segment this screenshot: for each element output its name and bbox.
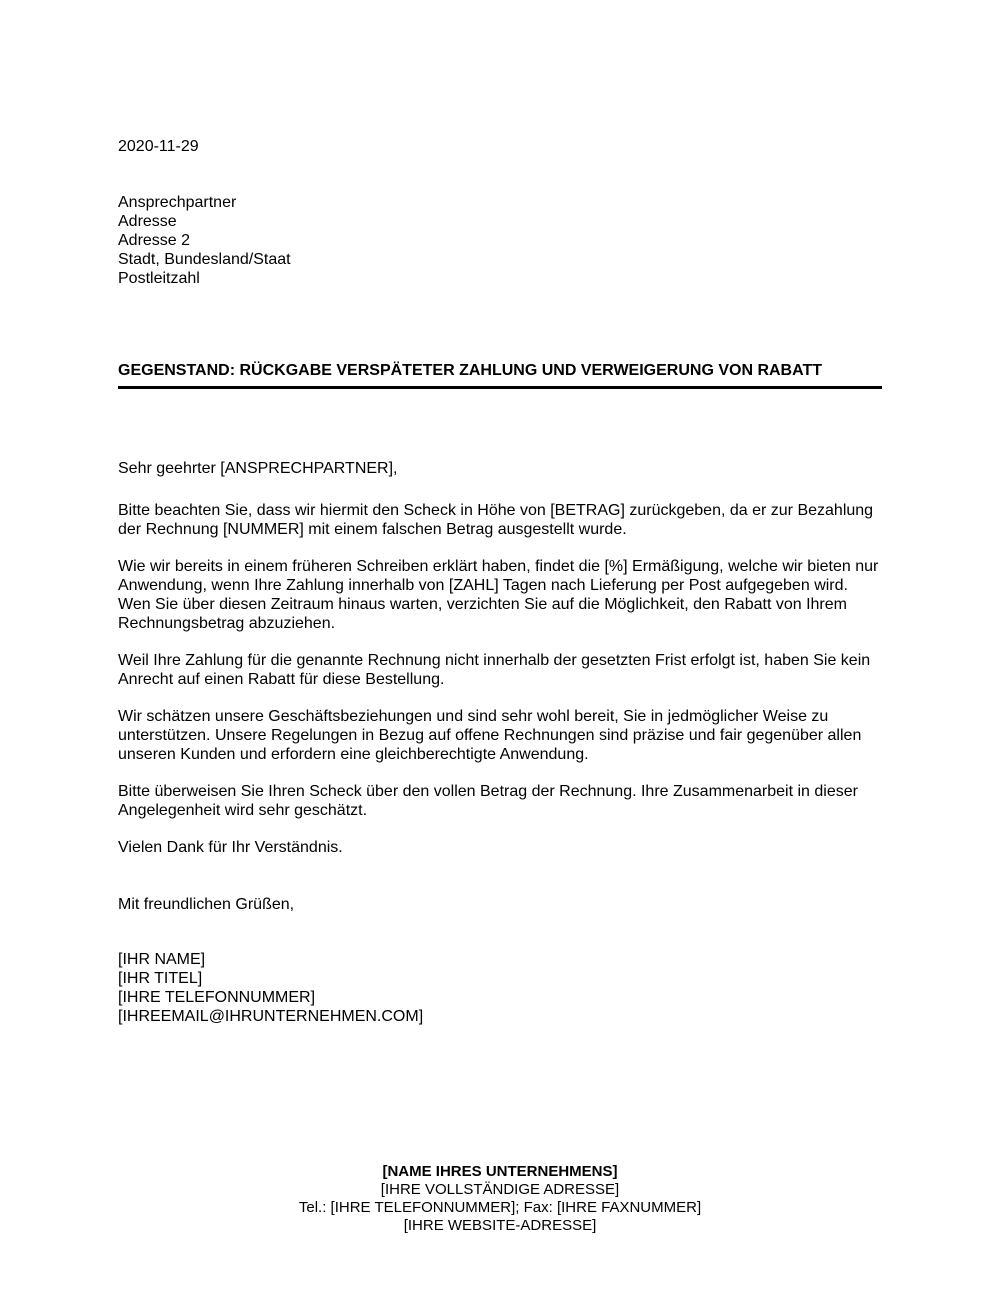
recipient-city-state: Stadt, Bundesland/Staat — [118, 251, 291, 268]
recipient-contact: Ansprechpartner — [118, 194, 237, 211]
body-paragraph: Weil Ihre Zahlung für die genannte Rechnung nicht innerhalb der gesetzten Frist erfolgt ist, haben Sie kein Anrecht auf einen Rabatt für diese Bestellung. — [118, 652, 871, 688]
signature-title: [IHR TITEL] — [118, 970, 203, 987]
subject-divider — [118, 386, 882, 389]
footer-address: [IHRE VOLLSTÄNDIGE ADRESSE] — [380, 1181, 620, 1198]
recipient-block — [118, 193, 291, 288]
signature-email: [IHREEMAIL@IHRUNTERNEHMEN.COM] — [118, 1008, 424, 1025]
footer-website: [IHRE WEBSITE-ADRESSE] — [403, 1217, 597, 1234]
signature-block — [118, 950, 423, 1026]
recipient-address-2: Adresse 2 — [118, 232, 191, 249]
salutation: Sehr geehrter [ANSPRECHPARTNER], — [118, 460, 398, 477]
letter-footer — [0, 1163, 1000, 1235]
thanks-line: Vielen Dank für Ihr Verständnis. — [118, 839, 343, 856]
body-paragraph: Bitte beachten Sie, dass wir hiermit den Scheck in Höhe von [BETRAG] zurückgeben, da er zur Bezahlung der Rechnung [NUMMER] mit einem falschen Betrag ausgestellt wurde. — [118, 502, 874, 538]
body-paragraph: Wir schätzen unsere Geschäftsbeziehungen und sind sehr wohl bereit, Sie in jedmöglicher Weise zu unterstützen. Unsere Regelungen in Bezug auf offene Rechnungen sind präzise und fair gegenüber allen unseren Kunden und erfordern eine gleichberechtigte Anwendung. — [118, 708, 862, 763]
recipient-address-1: Adresse — [118, 213, 177, 230]
signature-phone: [IHRE TELEFONNUMMER] — [118, 989, 316, 1006]
letter-date: 2020-11-29 — [118, 138, 199, 155]
body-paragraph: Bitte überweisen Sie Ihren Scheck über den vollen Betrag der Rechnung. Ihre Zusammenarbeit in dieser Angelegenheit wird sehr geschätzt. — [118, 783, 858, 819]
body-paragraph: Wie wir bereits in einem früheren Schreiben erklärt haben, findet die [%] Ermäßigung, welche wir bieten nur Anwendung, wenn Ihre Zahlung innerhalb von [ZAHL] Tagen nach Lieferung per Post aufgegeben wird. Wen Sie über diesen Zeitraum hinaus warten, verzichten Sie auf die Möglichkeit, den Rabatt von Ihrem Rechnungsbetrag abzuziehen. — [118, 558, 879, 632]
footer-company: [NAME IHRES UNTERNEHMENS] — [382, 1163, 618, 1180]
closing-line: Mit freundlichen Grüßen, — [118, 896, 295, 913]
signature-name: [IHR NAME] — [118, 951, 206, 968]
recipient-postal-code: Postleitzahl — [118, 270, 200, 287]
subject-line: GEGENSTAND: RÜCKGABE VERSPÄTETER ZAHLUNG UND VERWEIGERUNG VON RABATT — [118, 362, 823, 379]
footer-contact: Tel.: [IHRE TELEFONNUMMER]; Fax: [IHRE FAXNUMMER] — [298, 1199, 702, 1216]
